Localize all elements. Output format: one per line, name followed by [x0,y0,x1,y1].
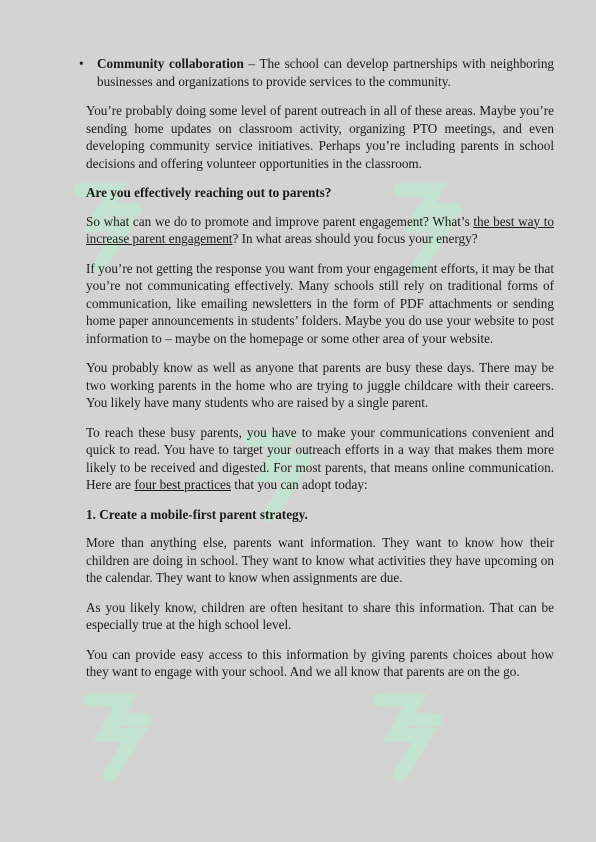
paragraph-easy-access: You can provide easy access to this information by giving parents choices about how they want to engage with your school. And we all know that parents are on the go. [86,646,554,679]
bullet-term: Community collaboration [97,56,244,71]
paragraph-text: So what can we do to promote and improve parent engagement? What’s [86,213,474,229]
heading-reaching-out: Are you effectively reaching out to parents? [86,185,332,200]
paragraph-parents-want-info: More than anything else, parents want information. They want to know how their children are doing in school. They want to know what activities they have upcoming on the calendar. They want to know when assignments are due. [86,535,554,585]
bullet-dot-icon: • [79,56,84,71]
paragraph-children-hesitant: As you likely know, children are often hesitant to share this information. That can be especially true at the high school level. [86,599,554,632]
heading-mobile-first: 1. Create a mobile-first parent strategy. [86,506,308,522]
document-page [79,55,555,693]
paragraph-outreach-areas: You’re probably doing some level of parent outreach in all of these areas. Maybe you’re sending home updates on classroom activity, organizing PTO meetings, and even developing community service initiatives. Perhaps you’re including parents in school decisions and offering volunteer opportunities in the classroom. [86,103,554,171]
paragraph-communication: If you’re not getting the response you want from your engagement efforts, it may be that you’re not communicating effectively. Many schools still rely on traditional forms of communication, like emailing newsletters in the form of PDF attachments or sending home paper announcements in students’ folders. Maybe you do use your website to post information to – maybe on the homepage or some other area of your website. [86,260,554,346]
watermark-logo-bottom-right [360,680,450,790]
paragraph-text: ? In what areas should you focus your energy? [232,231,478,246]
paragraph-text: that you can adopt today: [231,477,368,492]
bullet-dash: – [243,56,260,71]
paragraph-promote-engagement [86,213,554,248]
paragraph-busy-parents: You probably know as well as anyone that parents are busy these days. There may be two working parents in the home who are trying to juggle childcare with their careers. You likely have many students who are raised by a single parent. [86,360,554,410]
bullet-text [97,55,554,90]
link-best-way[interactable]: the best way to increase parent engagement [86,213,554,246]
bullet-description: The school can develop partnerships with neighboring businesses and organizations to provide services to the community. [97,56,555,89]
paragraph-reach-parents [86,424,554,494]
bullet-item-community-collaboration [79,55,555,90]
link-four-best-practices[interactable]: four best practices [134,477,231,492]
watermark-logo-bottom-left [70,680,160,790]
paragraph-text: To reach these busy parents, you have to make your communications convenient and quick to read. You have to target your outreach efforts in a way that makes them more likely to be received and digested. For most parents, that means online communication. Here are [86,424,554,492]
